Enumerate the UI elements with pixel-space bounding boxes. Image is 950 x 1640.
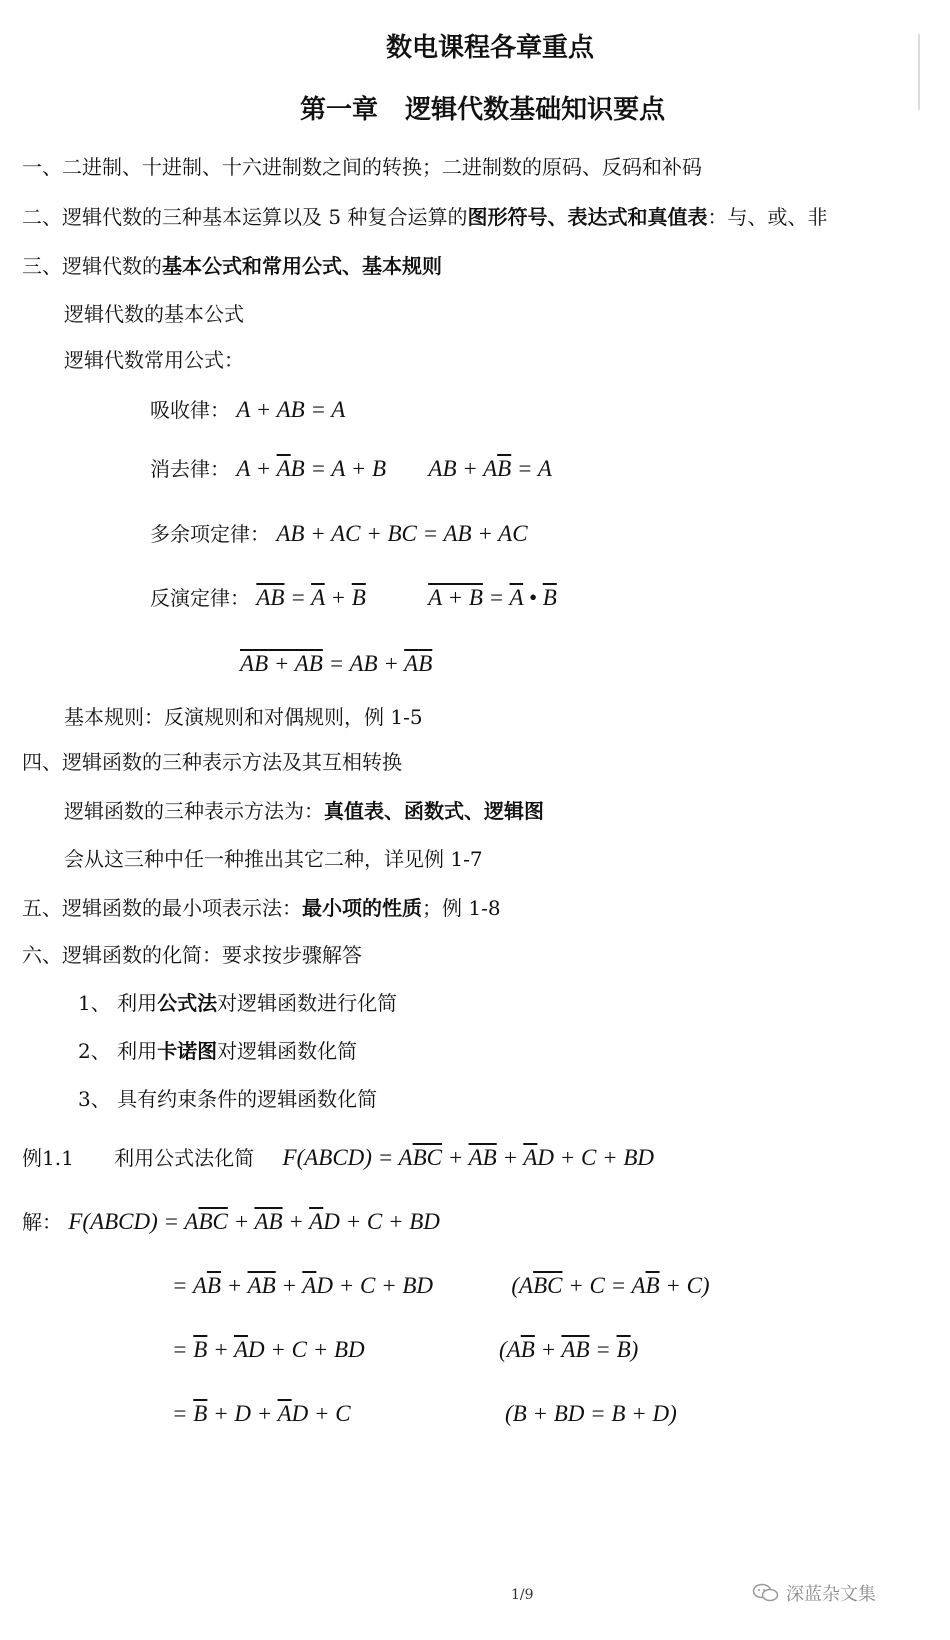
elimination-law (150, 455, 552, 483)
solution-note-4: (B + BD = B + D) (505, 1401, 677, 1426)
demorgan-label: 反演定律： (150, 586, 250, 610)
watermark-text: 深蓝杂文集 (786, 1584, 876, 1605)
solution-line-2 (172, 1272, 710, 1300)
section-6: 六、逻辑函数的化简：要求按步骤解答 (22, 943, 362, 967)
section-5-text: 五、逻辑函数的最小项表示法： (22, 896, 302, 920)
demorgan-formula-2: $A + B = \overline{A}$ • $\overline{B}$ (428, 585, 557, 610)
demorgan-formula-1: $\overline{AB} = \overline{A} + \overline{B}$ (256, 585, 366, 610)
demorgan-formula-3-text: AB + AB = AB + $\overline{A}\overline{B}$ (240, 651, 433, 676)
section-3-text: 三、逻辑代数的 (22, 254, 162, 278)
section-5-bold: 最小项的性质 (302, 896, 422, 920)
example-formula: F(ABCD) = $A\overline{BC} + \overline{AB} + \overline{A}D + C$ + BD (282, 1145, 655, 1170)
example-1-1 (22, 1144, 654, 1172)
section-5-tail: ；例 1-8 (422, 896, 501, 920)
solution-formula-4: = $\overline{B} + D + \overline{A}D + C$ (172, 1401, 351, 1426)
demorgan-formula-3 (240, 650, 432, 678)
solution-label: 解： (22, 1210, 62, 1234)
document-title: 数电课程各章重点 (386, 33, 595, 63)
elimination-formula-1: $A + \overline{A}B = A + B$ (236, 456, 387, 481)
simplify-item-3: 3、 具有约束条件的逻辑函数化简 (78, 1087, 378, 1111)
example-label: 例1.1 (22, 1146, 74, 1170)
absorption-law (150, 396, 345, 424)
chapter-heading: 第一章 逻辑代数基础知识要点 (300, 95, 666, 125)
solution-note-2: $(A\overline{BC} + C = A\overline{B} + C)$ (511, 1273, 710, 1298)
solution-line-3 (172, 1336, 638, 1364)
section-2 (22, 203, 827, 231)
simplify-item-2 (78, 1037, 357, 1065)
section-2-tail: ：与、或、非 (707, 205, 828, 229)
example-text: 利用公式法化简 (114, 1146, 255, 1170)
basic-rules: 基本规则：反演规则和对偶规则，例 1-5 (64, 705, 423, 729)
watermark (752, 1580, 876, 1606)
solution-formula-1: F(ABCD) = $A\overline{BC} + \overline{AB} + \overline{A}D + C$ + BD (68, 1209, 440, 1234)
redundancy-label: 多余项定律： (150, 522, 270, 546)
absorption-label: 吸收律： (150, 398, 230, 422)
absorption-formula: A + AB = A (236, 397, 346, 422)
page-edge-rule (918, 34, 920, 110)
basic-formula-label: 逻辑代数的基本公式 (64, 302, 244, 326)
simplify-item-1 (78, 989, 397, 1017)
page-number: 1/9 (511, 1587, 534, 1603)
section-3-bold: 基本公式和常用公式、基本规则 (162, 254, 442, 278)
item-2-text: 2、 利用 (78, 1039, 158, 1063)
item-2-bold: 卡诺图 (157, 1039, 218, 1063)
redundancy-law (150, 520, 528, 548)
solution-formula-3: = $\overline{B} + \overline{A}D + C$ + BD (172, 1337, 365, 1362)
section-3 (22, 252, 442, 280)
section-4-methods-text: 逻辑函数的三种表示方法为： (64, 799, 324, 823)
section-2-bold: 图形符号、表达式和真值表 (467, 205, 708, 229)
item-2-tail: 对逻辑函数化简 (217, 1039, 358, 1063)
solution-line-4 (172, 1400, 677, 1428)
section-4-conversion: 会从这三种中任一种推出其它二种，详见例 1-7 (64, 847, 483, 871)
elimination-formula-2: AB + $A\overline{B} = A$ (428, 456, 552, 481)
common-formula-label: 逻辑代数常用公式： (64, 348, 244, 372)
section-5 (22, 894, 501, 922)
elimination-label: 消去律： (150, 457, 230, 481)
section-4-methods (64, 797, 544, 825)
item-1-tail: 对逻辑函数进行化简 (217, 991, 398, 1015)
solution-formula-2: = $A\overline{B} + \overline{AB} + \overline{A}D + C$ + BD (172, 1273, 434, 1298)
solution-note-3: $(A\overline{B} + \overline{AB} = \overline{B})$ (499, 1337, 639, 1362)
section-4: 四、逻辑函数的三种表示方法及其互相转换 (22, 750, 402, 774)
item-1-bold: 公式法 (157, 991, 218, 1015)
demorgan-law (150, 584, 557, 612)
section-4-methods-bold: 真值表、函数式、逻辑图 (324, 799, 544, 823)
redundancy-formula: AB + AC + BC = AB + AC (276, 521, 528, 546)
section-2-text: 二、逻辑代数的三种基本运算以及 5 种复合运算的 (22, 205, 468, 229)
item-1-text: 1、 利用 (78, 991, 158, 1015)
section-1: 一、二进制、十进制、十六进制数之间的转换；二进制数的原码、反码和补码 (22, 155, 702, 179)
solution-line-1 (22, 1208, 440, 1236)
wechat-icon (752, 1582, 780, 1604)
